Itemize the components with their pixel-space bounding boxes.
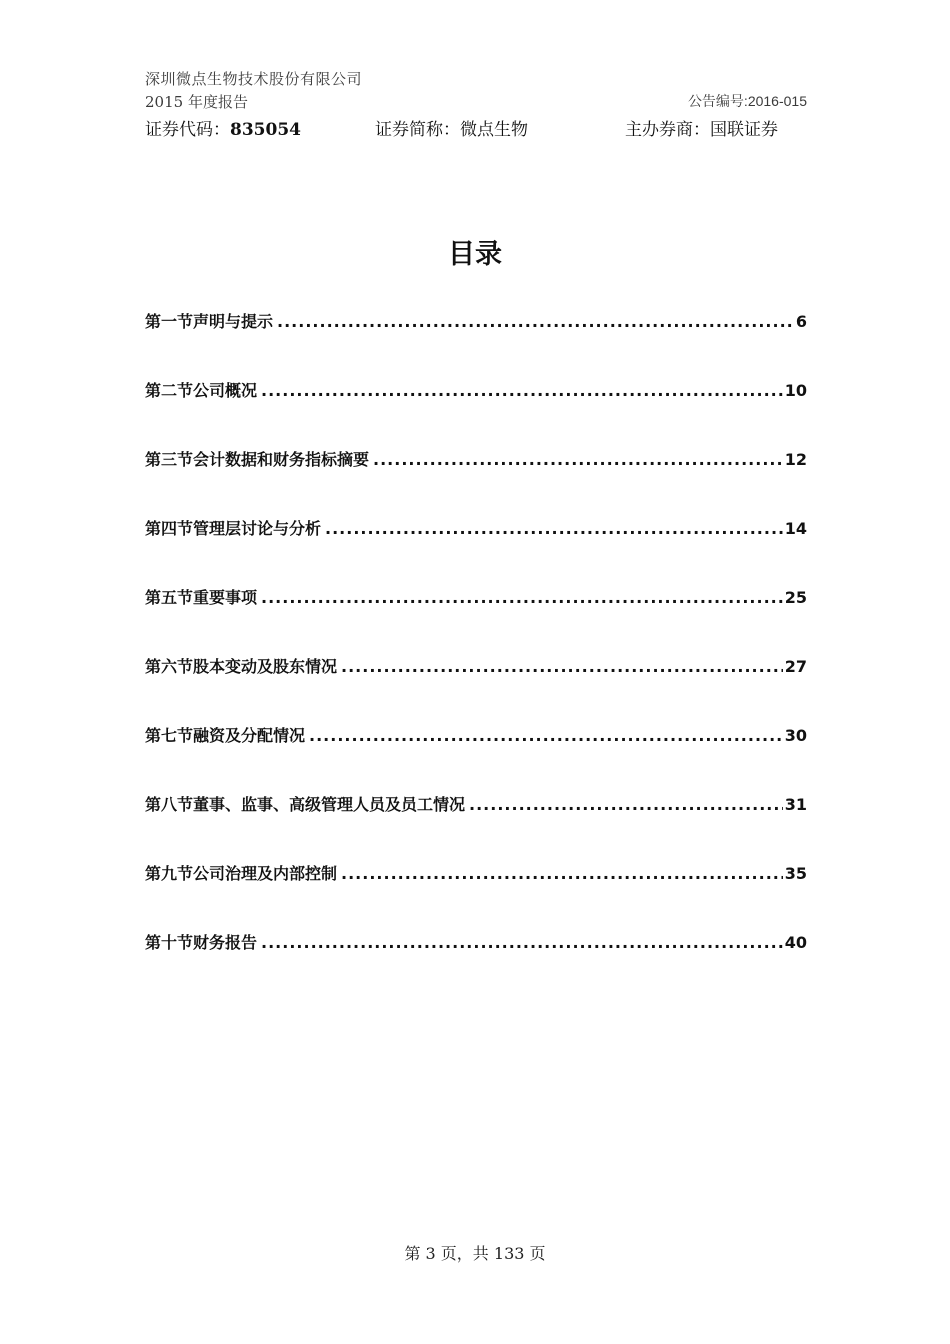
header-company-name: 深圳微点生物技术股份有限公司	[145, 70, 363, 88]
toc-item[interactable]	[145, 654, 807, 723]
toc-item-page: 31	[784, 795, 807, 814]
toc-leader-dots	[469, 795, 783, 814]
header-report-row	[145, 91, 807, 112]
toc-leader-dots	[325, 519, 783, 538]
toc-item-label: 第九节公司治理及内部控制	[145, 864, 338, 883]
toc-item[interactable]	[145, 792, 807, 861]
toc-item-label: 第十节财务报告	[145, 933, 258, 952]
page-number-footer: 第 3 页，共 133 页	[404, 1244, 546, 1263]
toc-item-page: 12	[784, 450, 807, 469]
toc-item[interactable]	[145, 585, 807, 654]
stock-code	[145, 115, 301, 140]
toc-item-label: 第五节重要事项	[145, 588, 258, 607]
sponsor-broker: 主办券商：国联证券	[625, 120, 778, 140]
header-securities-row	[145, 115, 807, 141]
toc-leader-dots	[341, 864, 783, 883]
toc-item[interactable]	[145, 309, 807, 378]
toc-item-page: 30	[784, 726, 807, 745]
toc-item[interactable]	[145, 516, 807, 585]
toc-item[interactable]	[145, 378, 807, 447]
toc-item[interactable]	[145, 930, 807, 999]
stock-code-label: 证券代码：	[145, 120, 230, 140]
toc-item-page: 10	[784, 381, 807, 400]
toc-item-page: 6	[795, 312, 807, 331]
toc-item-page: 14	[784, 519, 807, 538]
header-report-year: 2015 年度报告	[145, 93, 248, 111]
toc-title: 目录	[448, 239, 502, 270]
toc-item[interactable]	[145, 861, 807, 930]
toc-list	[145, 309, 807, 999]
toc-leader-dots	[261, 381, 783, 400]
toc-leader-dots	[277, 312, 794, 331]
toc-item[interactable]	[145, 723, 807, 792]
toc-leader-dots	[309, 726, 783, 745]
toc-item-page: 35	[784, 864, 807, 883]
toc-leader-dots	[261, 588, 783, 607]
toc-item-label: 第七节融资及分配情况	[145, 726, 306, 745]
toc-leader-dots	[341, 657, 783, 676]
toc-item[interactable]	[145, 447, 807, 516]
toc-item-label: 第一节声明与提示	[145, 312, 274, 331]
toc-item-page: 27	[784, 657, 807, 676]
header-announcement-number: 公告编号:2016-015	[687, 93, 807, 109]
toc-item-label: 第三节会计数据和财务指标摘要	[145, 450, 370, 469]
toc-item-page: 40	[784, 933, 807, 952]
toc-item-label: 第八节董事、监事、高级管理人员及员工情况	[145, 795, 466, 814]
toc-leader-dots	[261, 933, 783, 952]
toc-item-label: 第二节公司概况	[145, 381, 258, 400]
toc-item-label: 第四节管理层讨论与分析	[145, 519, 322, 538]
toc-leader-dots	[373, 450, 783, 469]
stock-abbreviation: 证券简称：微点生物	[375, 120, 528, 140]
stock-code-value: 835054	[230, 120, 301, 140]
toc-item-label: 第六节股本变动及股东情况	[145, 657, 338, 676]
toc-item-page: 25	[784, 588, 807, 607]
